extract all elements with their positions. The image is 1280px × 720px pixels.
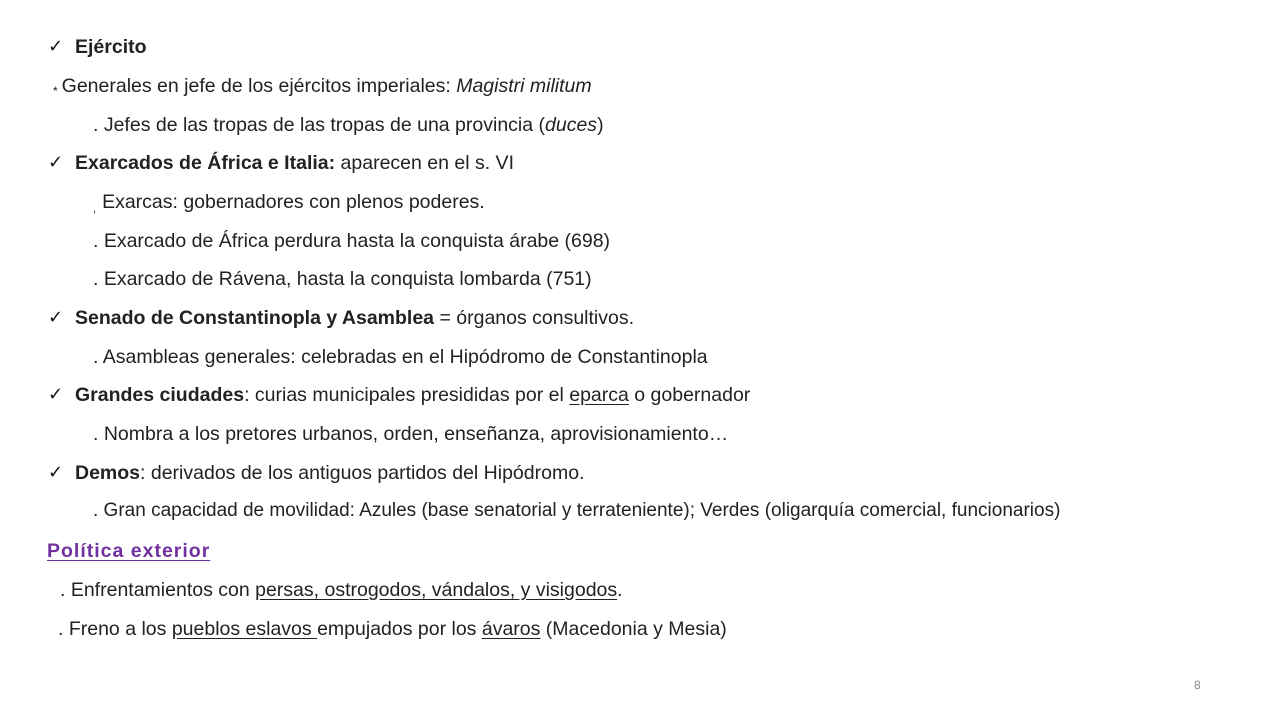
sub-item-asambleas: . Asambleas generales: celebradas en el Hipódromo de Constantinopla bbox=[93, 346, 708, 368]
comma-bullet-icon: , bbox=[93, 203, 97, 215]
asterisk-bullet-icon: * bbox=[53, 84, 58, 98]
checkmark-icon: ✓ bbox=[48, 462, 64, 483]
sub-item-ravena: . Exarcado de Rávena, hasta la conquista lombarda (751) bbox=[93, 268, 592, 290]
checkmark-icon: ✓ bbox=[48, 36, 64, 57]
sub-item-duces: . Jefes de las tropas de las tropas de una provincia (duces) bbox=[93, 114, 604, 136]
sub-item-movilidad: . Gran capacidad de movilidad: Azules (base senatorial y terrateniente); Verdes (oligarquía comercial, funcionarios) bbox=[93, 500, 1061, 521]
checkmark-icon: ✓ bbox=[48, 384, 64, 405]
item-ejercito bbox=[75, 35, 147, 59]
sub-item-freno: . Freno a los pueblos eslavos empujados por los ávaros (Macedonia y Mesia) bbox=[58, 618, 727, 640]
sub-item-magistri: * Generales en jefe de los ejércitos imperiales: Magistri militum bbox=[53, 75, 592, 98]
item-exarcados: Exarcados de África e Italia: aparecen en el s. VI bbox=[75, 152, 514, 174]
item-title: Ejército bbox=[75, 36, 147, 58]
item-ciudades: Grandes ciudades: curias municipales presididas por el eparca o gobernador bbox=[75, 384, 751, 406]
sub-item-pretores: . Nombra a los pretores urbanos, orden, enseñanza, aprovisionamiento… bbox=[93, 423, 729, 445]
sub-item-exarcas: $_,$ Exarcas: gobernadores con plenos poderes. bbox=[93, 191, 485, 215]
section-heading: Política exterior bbox=[47, 540, 211, 562]
item-senado: Senado de Constantinopla y Asamblea = órganos consultivos. bbox=[75, 307, 635, 329]
checkmark-icon: ✓ bbox=[48, 152, 64, 173]
page-number: 8 bbox=[1194, 678, 1201, 692]
item-demos: Demos: derivados de los antiguos partidos del Hipódromo. bbox=[75, 462, 585, 484]
sub-item-africa: . Exarcado de África perdura hasta la conquista árabe (698) bbox=[93, 230, 611, 252]
checkmark-icon: ✓ bbox=[48, 307, 64, 328]
sub-item-enfrentamientos: . Enfrentamientos con persas, ostrogodos, vándalos, y visigodos. bbox=[60, 579, 623, 601]
